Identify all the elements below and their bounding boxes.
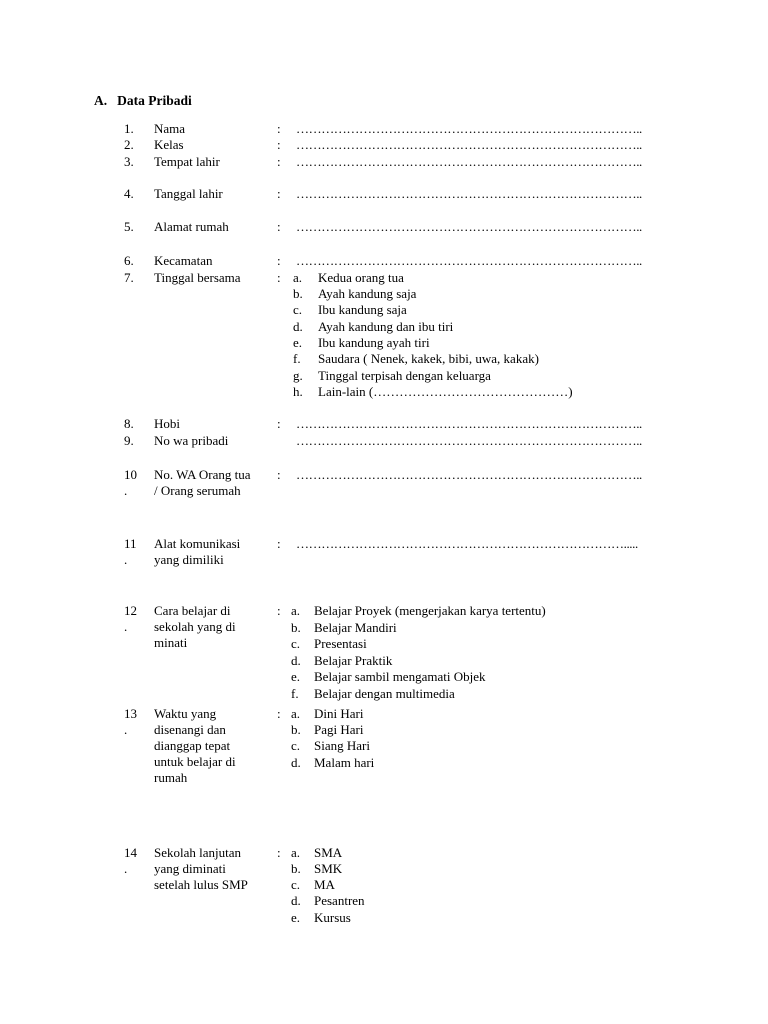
option-letter: d. <box>293 319 303 334</box>
option-text[interactable]: Pagi Hari <box>314 722 364 737</box>
item-label: Hobi <box>154 416 180 431</box>
item-label: Nama <box>154 121 186 136</box>
option-letter: d. <box>291 755 301 770</box>
item-number: 6. <box>124 253 134 268</box>
item-label: No wa pribadi <box>154 433 229 448</box>
option-text[interactable]: SMA <box>314 845 343 860</box>
option-letter: b. <box>293 286 303 301</box>
option-text[interactable]: Malam hari <box>314 755 375 770</box>
colon: : <box>277 219 281 234</box>
item-number: 7. <box>124 270 134 285</box>
option-text[interactable]: Belajar Mandiri <box>314 620 397 635</box>
answer-line[interactable]: ……………………………………………………………………….. <box>296 416 642 431</box>
answer-line[interactable]: ……………………………………………………………………….. <box>296 186 642 201</box>
answer-line[interactable]: ……………………………………………………………………….. <box>296 467 642 482</box>
option-text[interactable]: Kedua orang tua <box>318 270 404 285</box>
option-letter: g. <box>293 368 303 383</box>
option-text[interactable]: Ibu kandung ayah tiri <box>318 335 430 350</box>
option-text[interactable]: MA <box>314 877 335 892</box>
option-text[interactable]: Lain-lain (………………………………………) <box>318 384 573 399</box>
item-number: 1. <box>124 121 134 136</box>
option-letter: e. <box>291 669 301 684</box>
item-number: 12 . <box>124 603 137 634</box>
item-label: Alamat rumah <box>154 219 229 234</box>
option-letter: h. <box>293 384 303 399</box>
item-number: 8. <box>124 416 134 431</box>
option-text[interactable]: Dini Hari <box>314 706 364 721</box>
option-letter: b. <box>291 620 301 635</box>
option-text[interactable]: Ibu kandung saja <box>318 302 407 317</box>
item-number: 2. <box>124 137 134 152</box>
option-text[interactable]: SMK <box>314 861 343 876</box>
item-label: Waktu yang disenangi dan dianggap tepat untuk belajar di rumah <box>154 706 236 785</box>
option-letter: b. <box>291 722 301 737</box>
item-label: Tanggal lahir <box>154 186 223 201</box>
colon: : <box>277 154 281 169</box>
item-number: 14 . <box>124 845 137 876</box>
section-title: Data Pribadi <box>117 93 192 108</box>
item-label: Tempat lahir <box>154 154 220 169</box>
option-text[interactable]: Presentasi <box>314 636 367 651</box>
colon: : <box>277 137 281 152</box>
section-heading <box>94 93 192 109</box>
option-letter: a. <box>291 845 301 860</box>
colon: : <box>277 253 281 268</box>
option-letter: e. <box>293 335 303 350</box>
item-label: Kecamatan <box>154 253 213 268</box>
option-text[interactable]: Kursus <box>314 910 351 925</box>
option-letter: c. <box>293 302 303 317</box>
colon: : <box>277 121 281 136</box>
option-text[interactable]: Belajar dengan multimedia <box>314 686 455 701</box>
answer-line[interactable]: ……………………………………………………………………….. <box>296 154 642 169</box>
colon: : <box>277 270 281 285</box>
option-letter: e. <box>291 910 301 925</box>
item-label: Sekolah lanjutan yang diminati setelah lulus SMP <box>154 845 248 892</box>
item-number: 5. <box>124 219 134 234</box>
option-text[interactable]: Belajar Proyek (mengerjakan karya tertentu) <box>314 603 546 618</box>
option-text[interactable]: Belajar Praktik <box>314 653 393 668</box>
item-label: Cara belajar di sekolah yang di minati <box>154 603 236 650</box>
item-number: 9. <box>124 433 134 448</box>
section-letter: A. <box>94 93 108 108</box>
item-label: Tinggal bersama <box>154 270 241 285</box>
answer-line[interactable]: ……………………………………………………………………..... <box>296 536 638 551</box>
option-text[interactable]: Tinggal terpisah dengan keluarga <box>318 368 491 383</box>
colon: : <box>277 186 281 201</box>
item-number: 11 . <box>124 536 137 567</box>
answer-line[interactable]: ……………………………………………………………………….. <box>296 137 642 152</box>
option-letter: f. <box>293 351 301 366</box>
item-number: 10 . <box>124 467 137 498</box>
option-letter: a. <box>293 270 303 285</box>
option-text[interactable]: Saudara ( Nenek, kakek, bibi, uwa, kakak) <box>318 351 539 366</box>
answer-line[interactable]: ……………………………………………………………………….. <box>296 253 642 268</box>
option-letter: c. <box>291 877 301 892</box>
option-text[interactable]: Ayah kandung saja <box>318 286 417 301</box>
item-number: 4. <box>124 186 134 201</box>
item-label: Alat komunikasi yang dimiliki <box>154 536 241 567</box>
option-letter: a. <box>291 706 301 721</box>
option-text[interactable]: Pesantren <box>314 893 365 908</box>
colon: : <box>277 467 281 482</box>
option-letter: f. <box>291 686 299 701</box>
option-letter: d. <box>291 653 301 668</box>
colon: : <box>277 603 281 618</box>
colon: : <box>277 706 281 721</box>
option-letter: a. <box>291 603 301 618</box>
item-number: 13 . <box>124 706 137 737</box>
answer-line[interactable]: ……………………………………………………………………….. <box>296 121 642 136</box>
option-text[interactable]: Ayah kandung dan ibu tiri <box>318 319 454 334</box>
option-letter: c. <box>291 738 301 753</box>
item-label: No. WA Orang tua / Orang serumah <box>154 467 251 498</box>
colon: : <box>277 845 281 860</box>
colon: : <box>277 416 281 431</box>
item-label: Kelas <box>154 137 184 152</box>
answer-line[interactable]: ……………………………………………………………………….. <box>296 219 642 234</box>
option-letter: c. <box>291 636 301 651</box>
option-text[interactable]: Belajar sambil mengamati Objek <box>314 669 486 684</box>
option-letter: b. <box>291 861 301 876</box>
option-text[interactable]: Siang Hari <box>314 738 370 753</box>
item-number: 3. <box>124 154 134 169</box>
answer-line[interactable]: ……………………………………………………………………….. <box>296 433 642 448</box>
option-letter: d. <box>291 893 301 908</box>
colon: : <box>277 536 281 551</box>
